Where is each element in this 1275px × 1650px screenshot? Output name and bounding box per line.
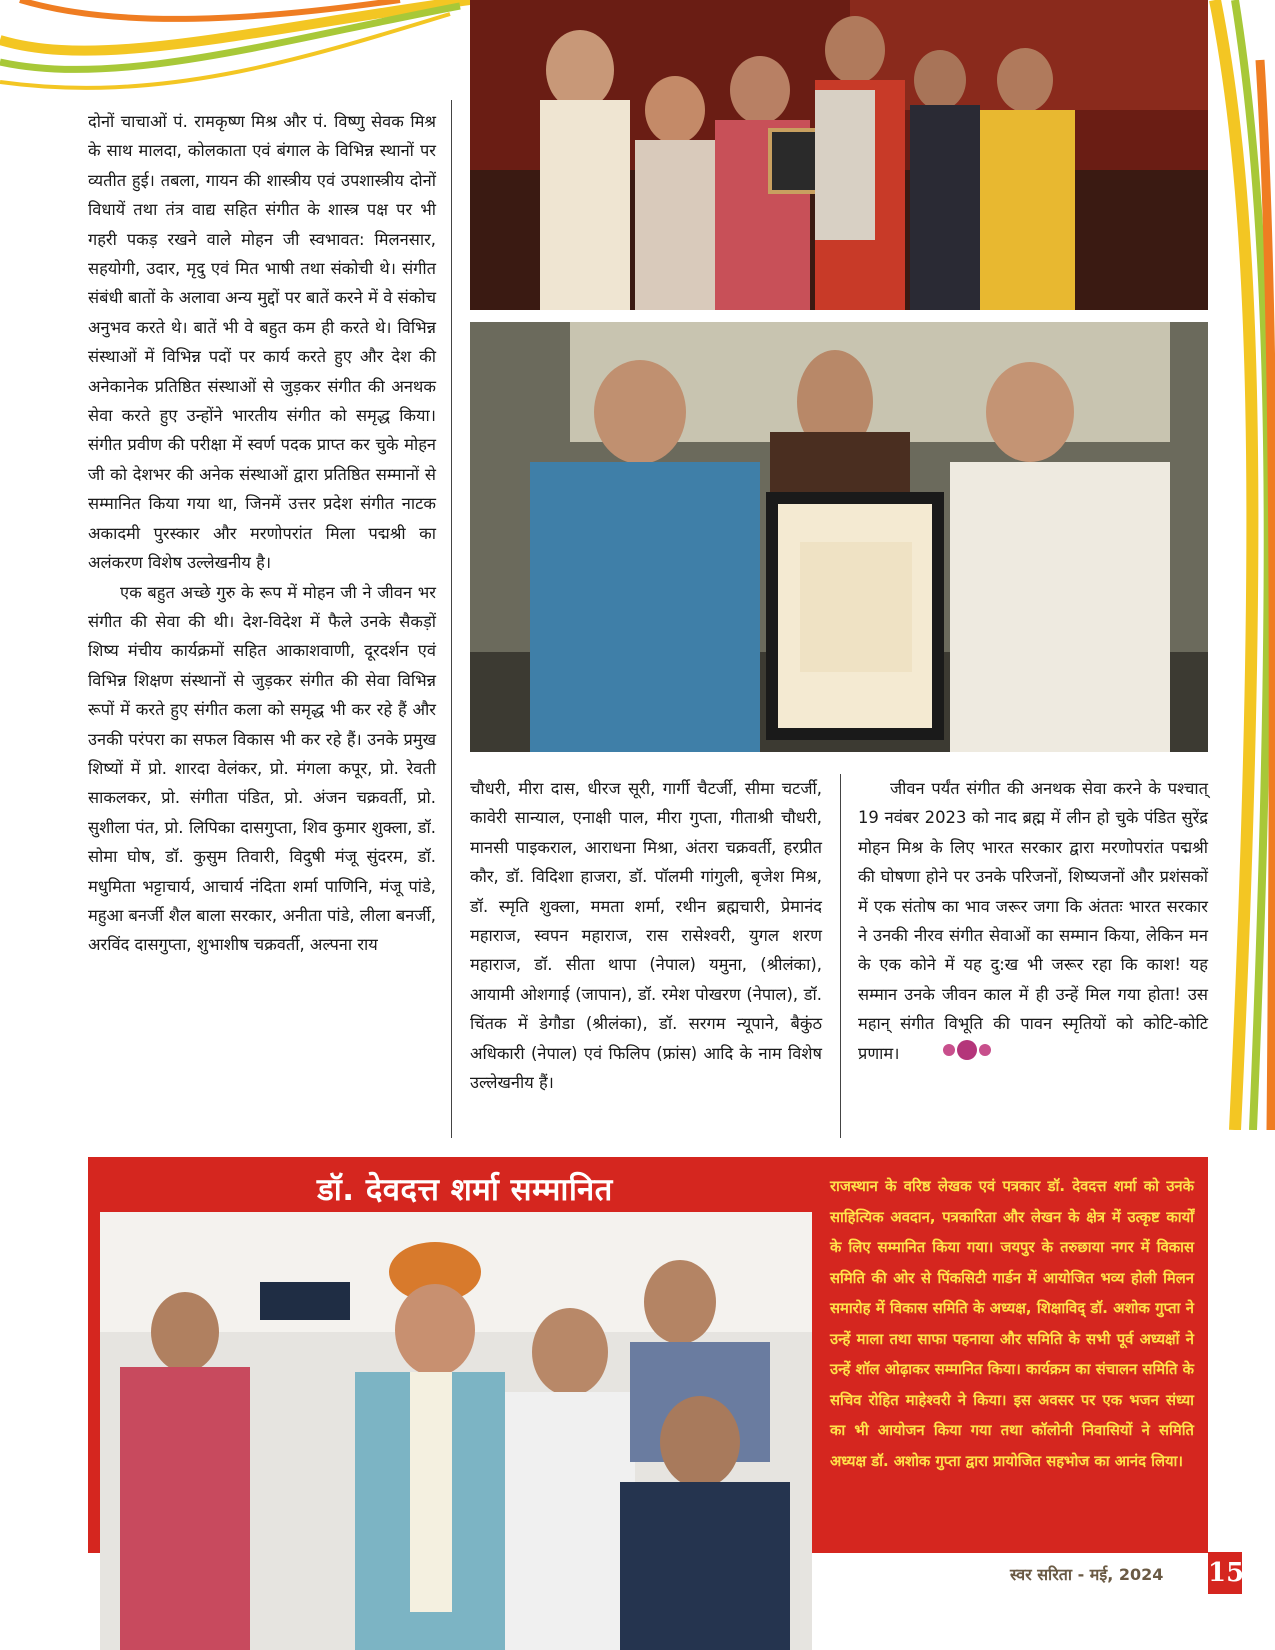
article-paragraph: चौधरी, मीरा दास, धीरज सूरी, गार्गी चैटर्जी, सीमा चटर्जी, कावेरी सान्याल, एनाक्षी पाल, मीरा गुप्ता, गीताश्री चौधरी, मानसी पाइकराल, आराधना मिश्रा, अंतरा चक्रवर्ती, हरप्रीत कौर, डॉ. विदिशा हाजरा, डॉ. पॉलमी गांगुली, बृजेश मिश्र, डॉ. स्मृति शुक्ला, ममता शर्मा, रथीन ब्रह्मचारी, प्रेमानंद महाराज, स्वपन महाराज, रास रासेश्वरी, युगल शरण महाराज, डॉ. सीता थापा (नेपाल) यमुना, (श्रीलंका), आयामी ओशगाई (जापान), डॉ. रमेश पोखरण (नेपाल), डॉ. चिंतक में डेगौडा (श्रीलंका), डॉ. सरगम न्यूपाने, बैकुंठ अधिकारी (नेपाल) एवं फिलिप (फ्रांस) आदि के नाम विशेष उल्लेखनीय हैं।: [470, 779, 822, 1093]
news-box-title: डॉ. देवदत्त शर्मा सम्मानित: [317, 1172, 613, 1208]
column-divider: [451, 100, 452, 1138]
decorative-swirl-top-left: [0, 0, 470, 110]
article-paragraph: दोनों चाचाओं पं. रामकृष्ण मिश्र और पं. विष्णु सेवक मिश्र के साथ मालदा, कोलकाता एवं बंगाल के विभिन्न स्थानों पर व्यतीत हुई। तबला, गायन की शास्त्रीय एवं उपशास्त्रीय दोनों विधायें तथा तंत्र वाद्य सहित संगीत के शास्त्र पक्ष पर भी गहरी पकड़ रखने वाले मोहन जी स्वभावत: मिलनसार, सहयोगी, उदार, मृदु एवं मित भाषी तथा संकोची थे। संगीत संबंधी बातों के अलावा अन्य मुद्दों पर बातें करने में वे संकोच अनुभव करते थे। बातें भी वे बहुत कम ही करते थे। विभिन्न संस्थाओं में विभिन्न पदों पर कार्य करते हुए और देश की अनेकानेक प्रतिष्ठित संस्थाओं से जुड़कर संगीत की अनथक सेवा करते हुए उन्होंने भारतीय संगीत को समृद्ध किया। संगीत प्रवीण की परीक्षा में स्वर्ण पदक प्राप्त कर चुके मोहन जी को देशभर की अनेक संस्थाओं द्वारा प्रतिष्ठित सम्मानों से सम्मानित किया गया था, जिनमें उत्तर प्रदेश संगीत नाटक अकादमी पुरस्कार और मरणोपरांत मिला पद्मश्री का अलंकरण विशेष उल्लेखनीय है।: [88, 112, 436, 573]
decorative-swirl-right: [1205, 0, 1275, 1130]
article-middle-column: [470, 774, 822, 1097]
article-left-column: [88, 107, 436, 960]
news-box-text: राजस्थान के वरिष्ठ लेखक एवं पत्रकार डॉ. देवदत्त शर्मा को उनके साहित्यिक अवदान, पत्रकारिता और लेखन के क्षेत्र में उत्कृष्ट कार्यों के लिए सम्मानित किया गया। जयपुर के तरुछाया नगर में विकास समिति की ओर से पिंकसिटी गार्डन में आयोजित भव्य होली मिलन समारोह में विकास समिति के अध्यक्ष, शिक्षाविद् डॉ. अशोक गुप्ता ने उन्हें माला तथा साफा पहनाया और समिति के सभी पूर्व अध्यक्षों ने उन्हें शॉल ओढ़ाकर सम्मानित किया। कार्यक्रम का संचालन समिति के सचिव रोहित माहेश्वरी ने किया। इस अवसर पर एक भजन संध्या का भी आयोजन किया गया तथा कॉलोनी निवासियों ने समिति अध्यक्ष डॉ. अशोक गुप्ता द्वारा प्रायोजित सहभोज का आनंद लिया।: [830, 1178, 1194, 1470]
felicitation-photo: [100, 1212, 812, 1650]
column-divider: [840, 774, 841, 1138]
article-paragraph: एक बहुत अच्छे गुरु के रूप में मोहन जी ने जीवन भर संगीत की सेवा की थी। देश-विदेश में फैले उनके सैकड़ों शिष्य मंचीय कार्यक्रमों सहित आकाशवाणी, दूरदर्शन एवं विभिन्न शिक्षण संस्थानों से जुड़कर संगीत की सेवा विभिन्न रूपों में करते हुए संगीत कला को समृद्ध भी कर रहे हैं और उनकी परंपरा का सफल विकास भी कर रहे हैं। उनके प्रमुख शिष्यों में प्रो. शारदा वेलंकर, प्रो. मंगला कपूर, प्रो. रेवती साकलकर, प्रो. संगीता पंडित, प्रो. अंजन चक्रवर्ती, प्रो. सुशीला पंत, प्रो. लिपिका दासगुप्ता, शिव कुमार शुक्ला, डॉ. सोमा घोष, डॉ. कुसुम तिवारी, विदुषी मंजू सुंदरम, डॉ. मधुमिता भट्टाचार्य, आचार्य नंदिता शर्मा पाणिनि, मंजू पांडे, महुआ बनर्जी शैल बाला सरकार, अनीता पांडे, लीला बनर्जी, अरविंद दासगुप्ता, शुभाशीष चक्रवर्ती, अल्पना राय: [88, 582, 436, 955]
article-right-column: [858, 774, 1208, 1070]
end-mark-icon: [905, 1039, 997, 1070]
certificate-presentation-photo: [470, 322, 1208, 752]
award-ceremony-photo: [470, 0, 1208, 310]
article-paragraph: जीवन पर्यंत संगीत की अनथक सेवा करने के पश्चात् 19 नवंबर 2023 को नाद ब्रह्म में लीन हो चुके पंडित सुरेंद्र मोहन मिश्र के लिए भारत सरकार द्वारा मरणोपरांत पद्मश्री की घोषणा होने पर उनके परिजनों, शिष्यजनों और प्रशंसकों में एक संतोष का भाव जरूर जगा कि अंततः भारत सरकार ने उनकी नीरव संगीत सेवाओं का सम्मान किया, लेकिन मन के एक कोने में यह दु:ख भी जरूर रहा कि काश! यह सम्मान उनके जीवन काल में ही उन्हें मिल गया होता! उस महान् संगीत विभूति की पावन स्मृतियों को कोटि-कोटि प्रणाम।: [858, 774, 1208, 1070]
page-number: 15: [1208, 1552, 1242, 1594]
magazine-footer: स्वर सरिता - मई, 2024: [1010, 1565, 1164, 1584]
